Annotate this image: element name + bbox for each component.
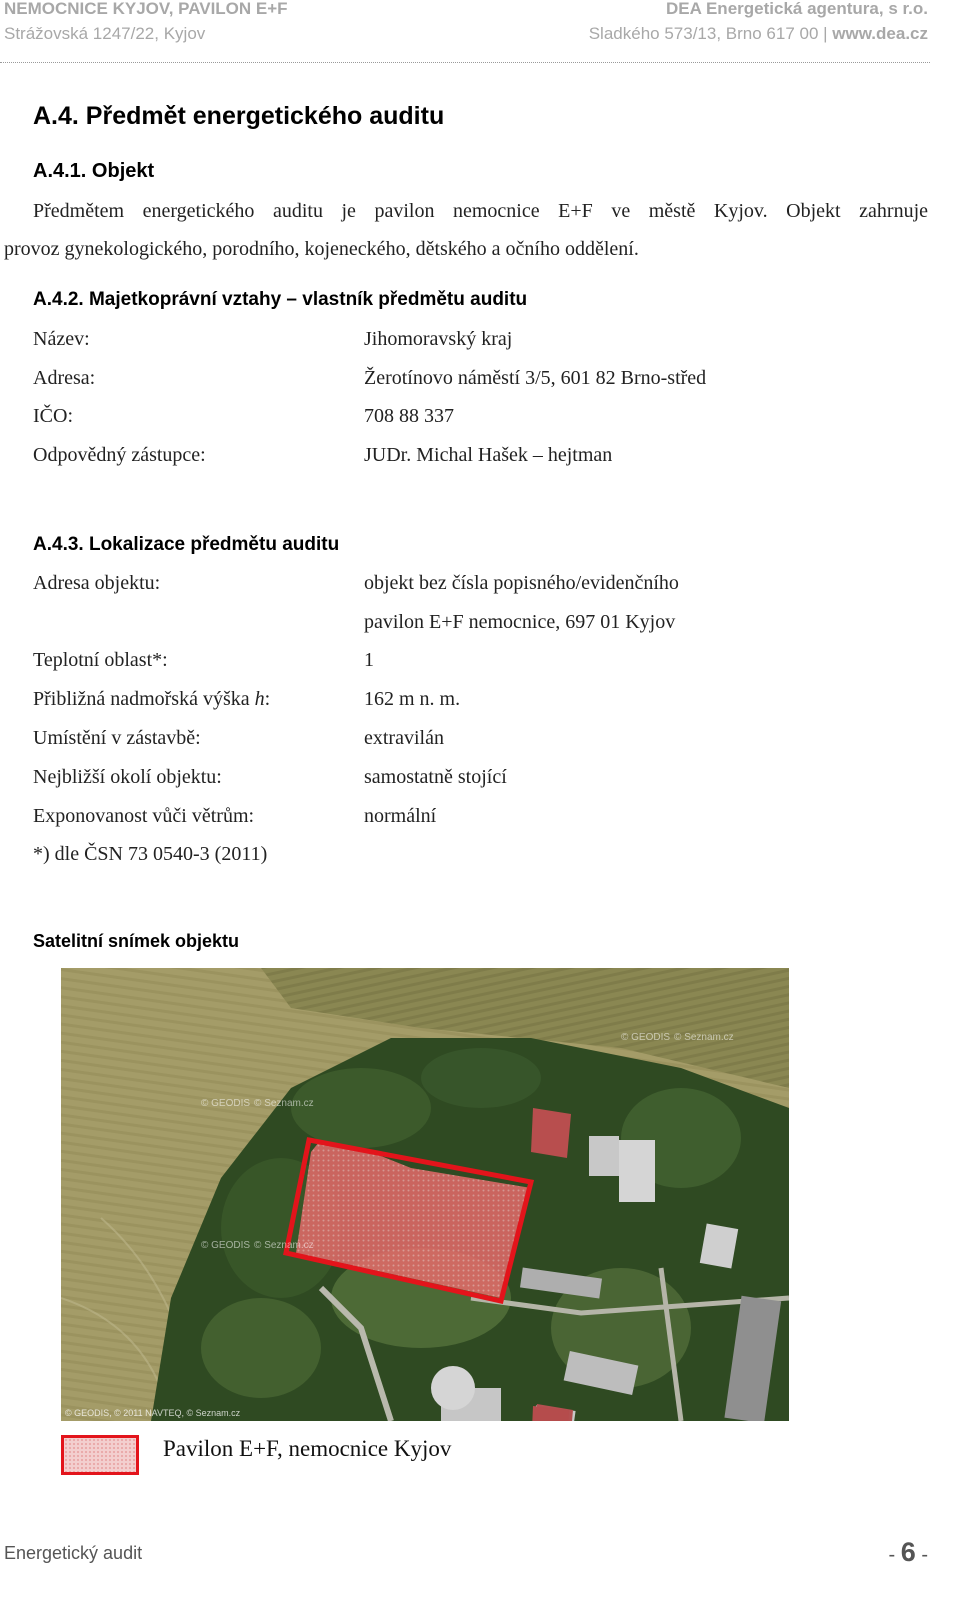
header-company-street: Sladkého 573/13, Brno 617 00 | (588, 24, 833, 43)
header-right (589, 0, 928, 46)
owner-address-label: Adresa: (33, 367, 96, 389)
page-number: 6 (900, 1537, 916, 1567)
owner-address-value: Žerotínovo náměstí 3/5, 601 82 Brno-střed (364, 367, 707, 389)
owner-representative-label: Odpovědný zástupce: (33, 444, 206, 466)
objekt-paragraph-line2: provoz gynekologického, porodního, kojeneckého, dětského a očního oddělení. (4, 238, 639, 260)
placement-value: extravilán (364, 727, 444, 749)
footer-page-number (889, 1537, 928, 1568)
header-divider (0, 62, 930, 63)
subsection-title-lokalizace: A.4.3. Lokalizace předmětu auditu (33, 534, 340, 555)
satellite-title: Satelitní snímek objektu (33, 931, 240, 951)
temperature-zone-label: Teplotní oblast*: (33, 649, 168, 671)
owner-name-value: Jihomoravský kraj (364, 328, 513, 350)
object-address-line1: objekt bez čísla popisného/evidenčního (364, 572, 679, 594)
owner-ico-value: 708 88 337 (364, 405, 454, 427)
footer-page-suffix: - (915, 1544, 928, 1566)
owner-representative-value: JUDr. Michal Hašek – hejtman (364, 444, 613, 466)
temperature-zone-value: 1 (364, 649, 374, 671)
header-company-name: DEA Energetická agentura, s r.o. (665, 0, 928, 18)
header-company-address (589, 21, 928, 46)
footer-page-prefix: - (888, 1544, 901, 1566)
header-left (4, 0, 288, 46)
building-b (619, 1140, 655, 1202)
altitude-label-variable: h (254, 688, 265, 710)
page-header (0, 0, 960, 64)
surroundings-value: samostatně stojící (364, 766, 507, 788)
wind-exposure-label: Exponovanost vůči větrům: (33, 805, 255, 827)
section-title: A.4. Předmět energetického auditu (33, 102, 445, 130)
altitude-label (33, 688, 270, 711)
header-project-address: Strážovská 1247/22, Kyjov (4, 24, 206, 43)
surroundings-label: Nejbližší okolí objektu: (33, 766, 222, 788)
satellite-image (61, 968, 789, 1421)
altitude-label-colon: : (264, 688, 271, 710)
small-red-building (531, 1108, 571, 1158)
object-address-line2: pavilon E+F nemocnice, 697 01 Kyjov (364, 611, 676, 633)
wind-exposure-value: normální (364, 805, 437, 827)
watermark-2: © GEODIS © Seznam.cz (621, 1032, 734, 1043)
standard-footnote: *) dle ČSN 73 0540-3 (2011) (33, 843, 268, 865)
subsection-title-objekt: A.4.1. Objekt (33, 160, 155, 182)
owner-ico-label: IČO: (33, 405, 73, 427)
altitude-label-text: Přibližná nadmořská výška (33, 688, 255, 710)
legend-label: Pavilon E+F, nemocnice Kyjov (163, 1436, 452, 1461)
map-credit: © GEODIS, © 2011 NAVTEQ, © Seznam.cz (65, 1408, 241, 1418)
objekt-paragraph-line1: Předmětem energetického auditu je pavilon nemocnice E+F ve městě Kyjov. Objekt zahrnuje (33, 200, 928, 222)
object-address-label: Adresa objektu: (33, 572, 161, 594)
header-project-title: NEMOCNICE KYJOV, PAVILON E+F (4, 0, 288, 18)
building-a (589, 1136, 619, 1176)
watermark-1: © GEODIS © Seznam.cz (201, 1098, 314, 1109)
legend-swatch (61, 1435, 139, 1475)
building-c (700, 1224, 738, 1269)
watermark-3: © GEODIS © Seznam.cz (201, 1240, 314, 1251)
owner-name-label: Název: (33, 328, 90, 350)
placement-label: Umístění v zástavbě: (33, 727, 201, 749)
subsection-title-vlastnik: A.4.2. Majetkoprávní vztahy – vlastník předmětu auditu (33, 289, 528, 310)
header-company-web-link[interactable]: www.dea.cz (832, 24, 928, 43)
altitude-value: 162 m n. m. (364, 688, 461, 710)
footer-document-name: Energetický audit (4, 1543, 143, 1563)
helipad (431, 1366, 475, 1410)
